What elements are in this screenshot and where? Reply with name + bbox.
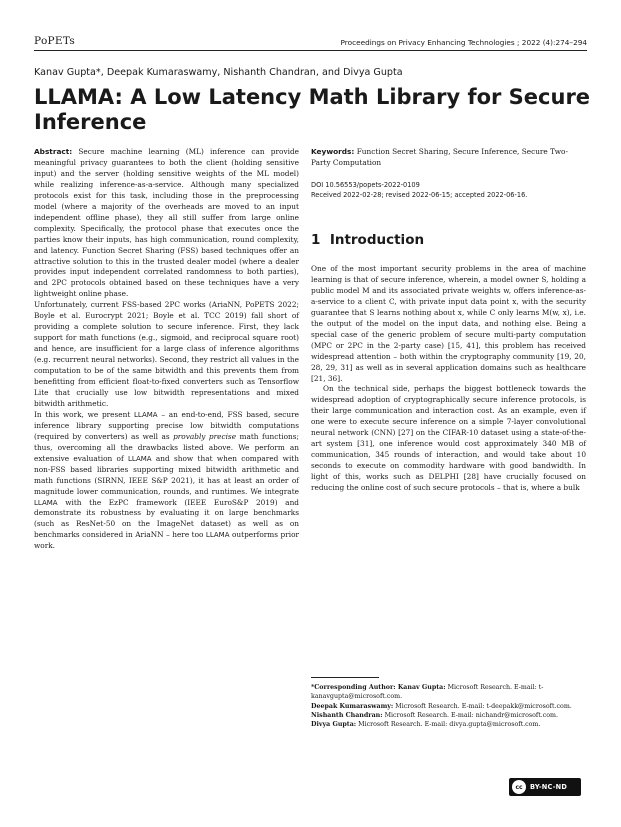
doi-block [311,180,591,200]
abstract-p3-c: math functions; thus, overcoming all the drawbacks listed above. We perform an extensive evaluation of [34,431,299,463]
abstract-paragraph-2: Unfortunately, current FSS-based 2PC works (AriaNN, PoPETS 2022; Boyle et al. Eurocrypt 2021; Boyle et al. TCC 2019) fall short of providing a complete solution to secure inference. First, they lack support for math functions (e.g., sigmoid, and reciprocal square root) and hence, are insufficient for a large class of inference algorithms (e.g. recurrent neural networks). Second, they restrict all values in the computation to be of the same bitwidth and this prevents them from benefitting from efficient float-to-fixed converters such as Tensorflow Lite that crucially use low bitwidth representations and mixed bitwidth arithmetic. [34,300,299,408]
license-text: BY-NC-ND [530,783,568,791]
footnote [311,702,586,711]
footnote-text: Microsoft Research. E-mail: t-kanavgupta@microsoft.com. [311,684,544,701]
header-rule [34,50,587,51]
footnote [311,720,586,729]
doi[interactable]: DOI 10.56553/popets-2022-0109 [311,181,420,189]
author-footnotes [311,683,586,729]
cc-license-badge[interactable] [509,778,581,796]
abstract-paragraph-3 [34,410,299,552]
llama-name: LLAMA [134,410,158,419]
keywords-label: Keywords: [311,147,355,156]
abstract-p1-text: Secure machine learning (ML) inference can provide meaningful privacy guarantees to both the client (holding sensitive input) and the server (holding sensitive weights of the ML model) while realizing inference-as-a-service. Although many specialized protocols exist for this task, including those in the preprocessing model (where a majority of the overheads are moved to an input independent offline phase), they all still suffer from large online complexity. Specifically, the protocol phase that executes once the parties know their inputs, has high communication, round complexity, and latency. Function Secret Sharing (FSS) based techniques offer an attractive solution to this in the trusted dealer model (where a dealer provides input independent correlated randomness to both parties), and 2PC protocols obtained based on these techniques have a very lightweight online phase. [34,147,299,299]
footnote-author: *Corresponding Author: Kanav Gupta: [311,684,446,691]
footnote-rule [311,677,379,678]
section-number: 1 [311,232,321,248]
abstract-p3-a: In this work, we present [34,409,135,419]
journal-name: PoPETs [34,35,76,47]
section-heading [311,232,424,248]
llama-name: LLAMA [34,498,58,507]
footnote [311,711,586,720]
intro-paragraph-2: On the technical side, perhaps the biggest bottleneck towards the widespread adoption of cryptographically secure inference protocols, is their large communication and interaction cost. As an example, even if one were to execute secure inference on a simple 7-layer convolutional neural network (CNN) [27] on the CIFAR-10 dataset using a state-of-the-art system [31], one inference would cost approximately 340 MB of communication, 345 rounds of interaction, and would take about 10 seconds to execute on commodity hardware with good bandwidth. In light of this, works such as DELPHI [28] have crucially focused on reducing the online cost of such secure protocols – that is, where a bulk [311,384,586,493]
footnote-author: Deepak Kumaraswamy: [311,702,394,710]
abstract-p3-d: and show that when compared with non-FSS based libraries supporting mixed bitwidth arithmetic and math functions (SIRNN, IEEE S&P 2021), it has at least an order of magnitude lower communication, rounds, and runtimes. We integrate [34,453,299,496]
footnote-text: Microsoft Research. E-mail: nichandr@microsoft.com. [384,711,559,719]
abstract-paragraph-1 [34,147,299,300]
footnote [311,683,586,702]
intro-paragraph-1: One of the most important security problems in the area of machine learning is that of secure inference, wherein, a model owner S, holding a public model M and its associated private weights w, offers inference-as-a-service to a client C, with private input data point x, with the security guarantee that S learns nothing about x, while C only learns M(w, x), i.e. the output of the model on the input data, and nothing else. Being a special case of the generic problem of secure multi-party computation (MPC or 2PC in the 2-party case) [15, 41], this problem has received widespread attention – both within the cryptography community [19, 20, 28, 29, 31] as well as in several application domains such as healthcare [21, 36]. [311,264,586,383]
abstract-label: Abstract: [34,147,73,156]
abstract [34,147,299,552]
abstract-p3-b: – an end-to-end, FSS based, secure inference library supporting precise low bitwidth computations (required by converters) as well as [34,409,299,441]
received-dates: Received 2022-02-28; revised 2022-06-15; accepted 2022-06-16. [311,191,528,199]
abstract-p3-f: outperforms prior work. [34,530,299,551]
paper-title: LLAMA: A Low Latency Math Library for Secure Inference [34,85,591,134]
author-list: Kanav Gupta*, Deepak Kumaraswamy, Nishanth Chandran, and Divya Gupta [34,67,403,78]
llama-name: LLAMA [127,454,152,463]
creative-commons-icon: cc [512,780,526,794]
abstract-emphasis: provably precise [173,431,237,441]
keywords-text: Function Secret Sharing, Secure Inference, Secure Two-Party Computation [311,147,568,167]
footnote-author: Divya Gupta: [311,721,357,728]
footnote-text: Microsoft Research. E-mail: divya.gupta@microsoft.com. [358,721,541,728]
footnote-author: Nishanth Chandran: [311,711,383,719]
proceedings-citation: Proceedings on Privacy Enhancing Technologies ; 2022 (4):274–294 [340,38,587,47]
keywords [311,147,586,169]
section-title: Introduction [329,232,425,248]
footnote-text: Microsoft Research. E-mail: t-deepakk@microsoft.com. [395,702,572,710]
llama-name: LLAMA [205,531,230,540]
abstract-p3-e: with the EzPC framework (IEEE EuroS&P 2019) and demonstrate its robustness by evaluating it on large benchmarks (such as ResNet-50 on the ImageNet dataset) as well as on benchmarks considered in AriaNN – here too [34,497,299,540]
introduction-body [311,264,586,494]
